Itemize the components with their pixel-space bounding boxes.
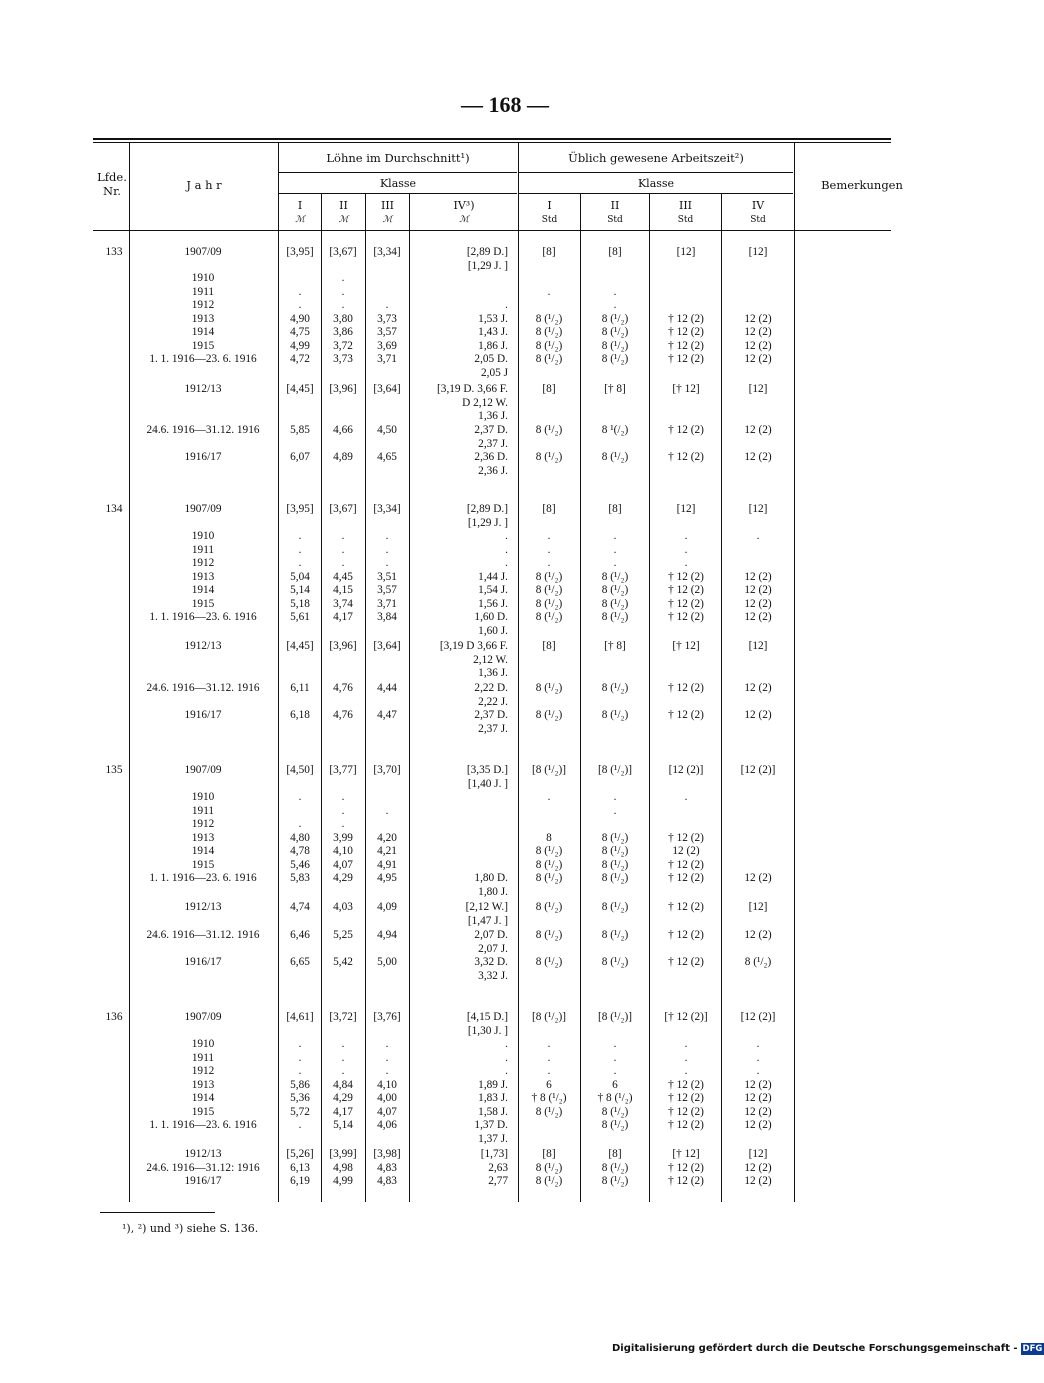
row-jahr: 1907/09 xyxy=(184,246,222,258)
row-lohn-klasse-2: . . . 3,80 3,86 3,72 3,73 xyxy=(333,272,353,365)
row-lohn-klasse-2: [3,96] xyxy=(329,640,357,652)
row-arbeitszeit-klasse-4: [12] xyxy=(748,640,768,652)
row-lohn-klasse-1: . . . 5,04 5,14 5,18 5,61 xyxy=(290,530,310,623)
row-arbeitszeit-klasse-1: [8] 8 (¹/₂) 8 (¹/₂) xyxy=(535,1148,563,1187)
row-jahr: 1912/13 xyxy=(184,901,222,913)
row-jahr: 1910 1911 1912 1913 1914 1915 1. 1. 1916—23. 6. 1916 xyxy=(149,1038,257,1131)
row-lohn-klasse-1: 6,18 xyxy=(290,709,310,721)
header-arbeit-unit-2: Std xyxy=(607,215,623,225)
row-lohn-klasse-2: [3,67] xyxy=(329,246,357,258)
header-loehne-unit-1: ℳ xyxy=(295,215,305,225)
row-arbeitszeit-klasse-3: † 12 (2) † 12 (2) † 12 (2) † 12 (2) xyxy=(668,312,704,365)
row-arbeitszeit-klasse-2: [8] xyxy=(608,503,622,515)
row-lohn-klasse-2: 4,76 xyxy=(333,709,353,721)
row-lohn-klasse-3: [3,34] xyxy=(373,246,401,258)
row-lohn-klasse-2: . . . 3,99 4,10 4,07 4,29 xyxy=(333,791,353,884)
row-arbeitszeit-klasse-3: [12] xyxy=(676,246,696,258)
row-lohn-klasse-1: 6,46 xyxy=(290,929,310,941)
row-lohn-klasse-1: 5,85 xyxy=(290,424,310,436)
row-arbeitszeit-klasse-4: [12 (2)] xyxy=(740,764,776,776)
row-lohn-klasse-4: [2,12 W.] [1,47 J. ] xyxy=(465,901,508,927)
row-lohn-klasse-1: [4,61] xyxy=(286,1011,314,1023)
header-loehne-col-4: IV³) xyxy=(453,199,475,212)
row-arbeitszeit-klasse-2: . . 8 (¹/₂) 8 (¹/₂) 8 (¹/₂) 8 (¹/₂) xyxy=(601,791,629,884)
row-arbeitszeit-klasse-2: [† 8] xyxy=(604,383,626,395)
row-lohn-klasse-3: [3,76] xyxy=(373,1011,401,1023)
row-lohn-klasse-3: . 4,20 4,21 4,91 4,95 xyxy=(377,804,397,884)
row-lohn-klasse-3: 4,65 xyxy=(377,451,397,463)
digitization-credit xyxy=(612,1343,1044,1355)
dfg-logo: DFG xyxy=(1022,1344,1043,1354)
row-jahr: 1912/13 xyxy=(184,383,222,395)
row-arbeitszeit-klasse-3: . † 12 (2) 12 (2) † 12 (2) † 12 (2) xyxy=(668,791,704,884)
row-arbeitszeit-klasse-2: 8 (¹/₂) xyxy=(601,682,629,694)
row-arbeitszeit-klasse-2: [† 8] xyxy=(604,640,626,652)
row-lohn-klasse-3: [3,98] 4,83 4,83 xyxy=(373,1148,401,1187)
row-lohn-klasse-4: 2,22 D. 2,22 J. xyxy=(474,682,508,708)
row-arbeitszeit-klasse-3: † 12 (2) xyxy=(668,901,704,913)
row-arbeitszeit-klasse-3: † 12 (2) xyxy=(668,956,704,968)
row-jahr: 24.6. 1916—31.12. 1916 xyxy=(146,682,260,694)
header-arbeit-col-3: III xyxy=(678,199,693,212)
row-arbeitszeit-klasse-2: 8 (¹/₂) xyxy=(601,901,629,913)
header-klasse-arbeit: Klasse xyxy=(637,177,675,190)
header-loehne-unit-4: ℳ xyxy=(459,215,469,225)
row-jahr: 1910 1911 1912 1913 1914 1915 1. 1. 1916—23. 6. 1916 xyxy=(149,530,257,623)
row-lohn-klasse-4: [3,19 D 3,66 F. 2,12 W. 1,36 J. xyxy=(439,640,508,679)
row-jahr: 1910 1911 1912 1913 1914 1915 1. 1. 1916—23. 6. 1916 xyxy=(149,791,257,884)
row-arbeitszeit-klasse-1: [8] xyxy=(542,640,556,652)
row-lohn-klasse-2: . . . 4,45 4,15 3,74 4,17 xyxy=(333,530,353,623)
row-arbeitszeit-klasse-3: . . . † 12 (2) † 12 (2) † 12 (2) † 12 (2) xyxy=(668,530,704,623)
header-loehne-unit-2: ℳ xyxy=(338,215,349,225)
row-nr: 136 xyxy=(105,1011,123,1023)
row-lohn-klasse-3: [3,64] xyxy=(373,640,401,652)
row-lohn-klasse-1: 4,74 xyxy=(290,901,310,913)
row-arbeitszeit-klasse-4: [12 (2)] xyxy=(740,1011,776,1023)
row-arbeitszeit-klasse-1: [8 (¹/₂)] xyxy=(532,1011,566,1023)
header-arbeit-col-4: IV xyxy=(751,199,765,212)
row-arbeitszeit-klasse-1: . 8 8 (¹/₂) 8 (¹/₂) 8 (¹/₂) xyxy=(535,791,563,884)
row-arbeitszeit-klasse-2: . . . 6 † 8 (¹/₂) 8 (¹/₂) 8 (¹/₂) xyxy=(597,1038,633,1131)
row-arbeitszeit-klasse-2: [8] 8 (¹/₂) 8 (¹/₂) xyxy=(601,1148,629,1187)
row-arbeitszeit-klasse-1: [8] xyxy=(542,246,556,258)
row-arbeitszeit-klasse-1: . . . 8 (¹/₂) 8 (¹/₂) 8 (¹/₂) 8 (¹/₂) xyxy=(535,530,563,623)
header-klasse-loehne: Klasse xyxy=(379,177,417,190)
row-arbeitszeit-klasse-2: 8 ¹(/₂) xyxy=(601,424,629,436)
row-arbeitszeit-klasse-3: † 12 (2) xyxy=(668,451,704,463)
row-lohn-klasse-3: 4,09 xyxy=(377,901,397,913)
row-lohn-klasse-2: 4,89 xyxy=(333,451,353,463)
row-lohn-klasse-1: [4,50] xyxy=(286,764,314,776)
row-lohn-klasse-3: . . . 4,10 4,00 4,07 4,06 xyxy=(377,1038,397,1131)
row-lohn-klasse-1: [4,45] xyxy=(286,383,314,395)
row-lohn-klasse-1: [5,26] 6,13 6,19 xyxy=(286,1148,314,1187)
row-arbeitszeit-klasse-1: 8 (¹/₂) xyxy=(535,901,563,913)
header-bemerkungen: Bemerkungen xyxy=(821,178,903,192)
header-loehne-col-3: III xyxy=(380,199,395,212)
row-arbeitszeit-klasse-1: 8 (¹/₂) xyxy=(535,929,563,941)
header-loehne: Löhne im Durchschnitt¹) xyxy=(326,151,470,165)
row-jahr: 1916/17 xyxy=(184,709,222,721)
row-jahr: 24.6. 1916—31.12. 1916 xyxy=(146,424,260,436)
row-lohn-klasse-4: [2,89 D.] [1,29 J. ] xyxy=(466,503,508,529)
row-lohn-klasse-2: [3,96] xyxy=(329,383,357,395)
row-jahr: 1916/17 xyxy=(184,451,222,463)
row-arbeitszeit-klasse-4: [12] xyxy=(748,503,768,515)
row-arbeitszeit-klasse-2: 8 (¹/₂) xyxy=(601,929,629,941)
row-arbeitszeit-klasse-1: 8 (¹/₂) xyxy=(535,424,563,436)
header-jahr: J a h r xyxy=(186,178,222,192)
row-lohn-klasse-1: 6,07 xyxy=(290,451,310,463)
footnote: ¹), ²) und ³) siehe S. 136. xyxy=(122,1222,259,1235)
row-lohn-klasse-2: [3,99] 4,98 4,99 xyxy=(329,1148,357,1187)
row-lohn-klasse-3: 4,50 xyxy=(377,424,397,436)
row-lohn-klasse-4: 2,36 D. 2,36 J. xyxy=(474,451,508,477)
header-loehne-unit-3: ℳ xyxy=(382,215,393,225)
row-arbeitszeit-klasse-4: [12] xyxy=(748,383,768,395)
row-arbeitszeit-klasse-1: 8 (¹/₂) xyxy=(535,956,563,968)
row-arbeitszeit-klasse-3: † 12 (2) xyxy=(668,929,704,941)
row-arbeitszeit-klasse-3: [† 12 (2)] xyxy=(664,1011,708,1023)
row-arbeitszeit-klasse-4: . 12 (2) 12 (2) 12 (2) 12 (2) xyxy=(744,530,772,623)
row-arbeitszeit-klasse-4: 12 (2) xyxy=(744,872,772,884)
row-arbeitszeit-klasse-4: [12] xyxy=(748,246,768,258)
row-lohn-klasse-2: 4,66 xyxy=(333,424,353,436)
row-lohn-klasse-1: [3,95] xyxy=(286,246,314,258)
row-arbeitszeit-klasse-2: [8] xyxy=(608,246,622,258)
row-arbeitszeit-klasse-1: [8 (¹/₂)] xyxy=(532,764,566,776)
row-lohn-klasse-3: . . . 3,51 3,57 3,71 3,84 xyxy=(377,530,397,623)
row-arbeitszeit-klasse-1: [8] xyxy=(542,503,556,515)
row-lohn-klasse-4: [2,89 D.] [1,29 J. ] xyxy=(466,246,508,272)
row-arbeitszeit-klasse-3: . . . † 12 (2) † 12 (2) † 12 (2) † 12 (2) xyxy=(668,1038,704,1131)
row-arbeitszeit-klasse-2: 8 (¹/₂) xyxy=(601,451,629,463)
row-arbeitszeit-klasse-4: 8 (¹/₂) xyxy=(744,956,772,968)
row-arbeitszeit-klasse-3: † 12 (2) xyxy=(668,424,704,436)
row-lohn-klasse-4: [3,19 D. 3,66 F. D 2,12 W. 1,36 J. xyxy=(437,383,508,422)
row-arbeitszeit-klasse-3: [12 (2)] xyxy=(668,764,704,776)
row-lohn-klasse-4: . 1,53 J. 1,43 J. 1,86 J. 2,05 D. 2,05 J xyxy=(474,299,508,379)
row-arbeitszeit-klasse-3: [† 12] † 12 (2) † 12 (2) xyxy=(668,1148,704,1187)
row-lohn-klasse-1: 6,11 xyxy=(290,682,310,694)
row-arbeitszeit-klasse-4: 12 (2) xyxy=(744,682,772,694)
row-lohn-klasse-2: 5,42 xyxy=(333,956,353,968)
row-jahr: 1907/09 xyxy=(184,764,222,776)
row-lohn-klasse-4: . . . 1,89 J. 1,83 J. 1,58 J. 1,37 D. 1,37 J. xyxy=(474,1038,508,1145)
row-arbeitszeit-klasse-1: 8 (¹/₂) xyxy=(535,451,563,463)
row-lohn-klasse-1: . . 4,80 4,78 5,46 5,83 xyxy=(290,791,310,884)
row-lohn-klasse-1: . . 4,90 4,75 4,99 4,72 xyxy=(290,285,310,365)
row-arbeitszeit-klasse-4: 12 (2) xyxy=(744,709,772,721)
row-lohn-klasse-4: [4,15 D.] [1,30 J. ] xyxy=(466,1011,508,1037)
credit-text: Digitalisierung gefördert durch die Deutsche Forschungsgemeinschaft - xyxy=(612,1343,1018,1354)
row-lohn-klasse-2: [3,72] xyxy=(329,1011,357,1023)
row-arbeitszeit-klasse-1: . . . 6 † 8 (¹/₂) 8 (¹/₂) xyxy=(531,1038,567,1118)
row-arbeitszeit-klasse-2: [8 (¹/₂)] xyxy=(598,764,632,776)
footnote-rule xyxy=(100,1212,215,1213)
row-arbeitszeit-klasse-4: 12 (2) xyxy=(744,929,772,941)
row-jahr: 1916/17 xyxy=(184,956,222,968)
row-lohn-klasse-1: [3,95] xyxy=(286,503,314,515)
row-lohn-klasse-2: . . . 4,84 4,29 4,17 5,14 xyxy=(333,1038,353,1131)
header-arbeit-col-1: I xyxy=(547,199,552,212)
row-arbeitszeit-klasse-2: . . . 8 (¹/₂) 8 (¹/₂) 8 (¹/₂) 8 (¹/₂) xyxy=(601,530,629,623)
row-arbeitszeit-klasse-1: 8 (¹/₂) xyxy=(535,682,563,694)
row-lohn-klasse-2: [3,77] xyxy=(329,764,357,776)
row-arbeitszeit-klasse-2: [8 (¹/₂)] xyxy=(598,1011,632,1023)
row-lohn-klasse-3: [3,64] xyxy=(373,383,401,395)
row-jahr: 24.6. 1916—31.12. 1916 xyxy=(146,929,260,941)
row-lohn-klasse-1: 6,65 xyxy=(290,956,310,968)
row-arbeitszeit-klasse-3: [12] xyxy=(676,503,696,515)
row-arbeitszeit-klasse-4: . . . 12 (2) 12 (2) 12 (2) 12 (2) xyxy=(744,1038,772,1131)
row-lohn-klasse-3: . 3,73 3,57 3,69 3,71 xyxy=(377,299,397,365)
row-lohn-klasse-2: [3,67] xyxy=(329,503,357,515)
row-jahr: 1912/13 24.6. 1916—31.12: 1916 1916/17 xyxy=(146,1148,260,1187)
row-lohn-klasse-4: . . . 1,44 J. 1,54 J. 1,56 J. 1,60 D. 1,60 J. xyxy=(474,530,508,637)
header-arbeit-unit-1: Std xyxy=(541,215,558,225)
row-arbeitszeit-klasse-3: † 12 (2) xyxy=(668,709,704,721)
header-arbeit-unit-3: Std xyxy=(677,215,694,225)
row-lohn-klasse-3: 4,44 xyxy=(377,682,397,694)
row-lohn-klasse-2: 5,25 xyxy=(333,929,353,941)
row-lohn-klasse-4: 1,80 D. 1,80 J. xyxy=(474,872,508,898)
row-arbeitszeit-klasse-4: 12 (2) 12 (2) 12 (2) 12 (2) xyxy=(744,312,772,365)
row-lohn-klasse-3: 4,94 xyxy=(377,929,397,941)
row-arbeitszeit-klasse-2: . . 8 (¹/₂) 8 (¹/₂) 8 (¹/₂) 8 (¹/₂) xyxy=(601,285,629,365)
row-arbeitszeit-klasse-3: [† 12] xyxy=(672,383,700,395)
row-arbeitszeit-klasse-2: 8 (¹/₂) xyxy=(601,709,629,721)
header-arbeit-unit-4: Std xyxy=(750,215,766,225)
row-arbeitszeit-klasse-3: † 12 (2) xyxy=(668,682,704,694)
row-lohn-klasse-4: 2,37 D. 2,37 J. xyxy=(474,424,508,450)
row-arbeitszeit-klasse-4: [12] 12 (2) 12 (2) xyxy=(744,1148,772,1187)
header-arbeit-col-2: II xyxy=(610,199,620,212)
row-lohn-klasse-4: [1,73] 2,63 2,77 xyxy=(480,1148,508,1187)
header-loehne-col-1: I xyxy=(297,199,303,212)
row-lohn-klasse-4: 2,37 D. 2,37 J. xyxy=(474,709,508,735)
row-arbeitszeit-klasse-4: [12] xyxy=(748,901,768,913)
row-arbeitszeit-klasse-1: 8 (¹/₂) xyxy=(535,709,563,721)
row-arbeitszeit-klasse-2: 8 (¹/₂) xyxy=(601,956,629,968)
row-lohn-klasse-4: [3,35 D.] [1,40 J. ] xyxy=(466,764,508,790)
row-arbeitszeit-klasse-4: 12 (2) xyxy=(744,451,772,463)
row-lohn-klasse-3: [3,34] xyxy=(373,503,401,515)
row-nr: 135 xyxy=(105,764,123,776)
row-lohn-klasse-1: [4,45] xyxy=(286,640,314,652)
row-arbeitszeit-klasse-1: . 8 (¹/₂) 8 (¹/₂) 8 (¹/₂) 8 (¹/₂) xyxy=(535,285,563,365)
row-jahr: 1907/09 xyxy=(184,1011,222,1023)
header-arbeitszeit: Üblich gewesene Arbeitszeit²) xyxy=(568,151,744,165)
row-lohn-klasse-2: 4,76 xyxy=(333,682,353,694)
row-lohn-klasse-1: . . . 5,86 5,36 5,72 . xyxy=(290,1038,310,1131)
row-lohn-klasse-3: [3,70] xyxy=(373,764,401,776)
row-jahr: 1910 1911 1912 1913 1914 1915 1. 1. 1916—23. 6. 1916 xyxy=(149,272,257,365)
row-nr: 133 xyxy=(105,246,123,258)
row-jahr: 1912/13 xyxy=(184,640,222,652)
row-arbeitszeit-klasse-1: [8] xyxy=(542,383,556,395)
row-lohn-klasse-4: 2,07 D. 2,07 J. xyxy=(474,929,508,955)
header-loehne-col-2: II xyxy=(339,199,348,212)
header-lfd-nr: Lfde. Nr. xyxy=(97,170,127,198)
page-number: — 168 — xyxy=(461,92,549,117)
row-lohn-klasse-2: 4,03 xyxy=(333,901,353,913)
row-lohn-klasse-3: 4,47 xyxy=(377,709,397,721)
row-jahr: 1907/09 xyxy=(184,503,222,515)
row-arbeitszeit-klasse-4: 12 (2) xyxy=(744,424,772,436)
row-nr: 134 xyxy=(105,503,123,515)
row-lohn-klasse-3: 5,00 xyxy=(377,956,397,968)
row-arbeitszeit-klasse-3: [† 12] xyxy=(672,640,700,652)
row-lohn-klasse-4: 3,32 D. 3,32 J. xyxy=(474,956,508,982)
